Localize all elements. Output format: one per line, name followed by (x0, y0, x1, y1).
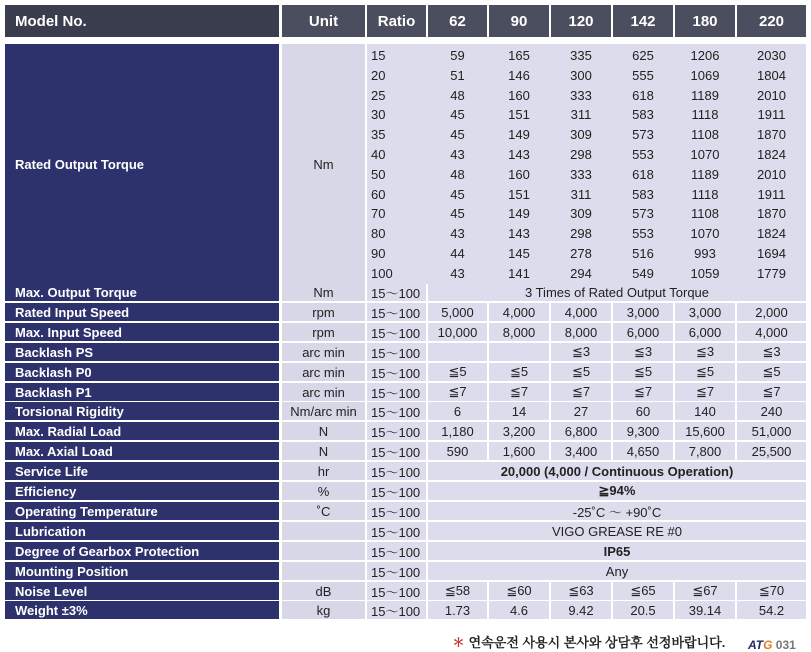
torque-value: 309 (570, 206, 592, 221)
spec-value: 10,000 (428, 323, 487, 341)
torque-value: 311 (570, 107, 592, 122)
torque-value: 146 (508, 68, 530, 83)
spec-value: ≦67 (675, 582, 735, 600)
torque-value: 553 (632, 226, 654, 241)
spec-label: Max. Axial Load (5, 442, 279, 460)
spec-value: 51,000 (737, 422, 806, 440)
asterisk-icon: ✽ (452, 635, 466, 650)
spec-unit: kg (282, 601, 365, 619)
unit-header: Unit (282, 5, 365, 37)
spec-value: 9.42 (551, 601, 611, 619)
spec-value: 3,200 (489, 422, 549, 440)
spec-value: ≦7 (489, 383, 549, 401)
footnote-text: 연속운전 사용시 본사와 상담후 선정바랍니다. (468, 635, 726, 650)
spec-value: 6,800 (551, 422, 611, 440)
spec-ratio: 15～100 (367, 422, 426, 440)
spec-value: ≦5 (613, 363, 673, 381)
torque-value: 1911 (757, 187, 786, 202)
spec-value: 39.14 (675, 601, 735, 619)
torque-value: 618 (632, 167, 654, 182)
footnote (452, 632, 725, 651)
torque-value: 573 (632, 206, 654, 221)
spec-unit: dB (282, 582, 365, 600)
torque-value: 2030 (757, 48, 786, 63)
torque-value: 1804 (757, 68, 786, 83)
ratio-cell: 100 (371, 266, 393, 281)
spec-ratio: 15～100 (367, 482, 426, 500)
spec-label: Backlash P0 (5, 363, 279, 381)
spec-label: Backlash PS (5, 343, 279, 361)
spec-ratio: 15～100 (367, 383, 426, 401)
spec-label: Max. Radial Load (5, 422, 279, 440)
logo-at: AT (748, 638, 764, 652)
spec-unit (282, 542, 365, 560)
torque-value: 1069 (690, 68, 720, 83)
torque-value: 294 (570, 266, 592, 281)
spec-value: 6,000 (613, 323, 673, 341)
torque-value: 555 (632, 68, 654, 83)
torque-value: 160 (508, 167, 530, 182)
torque-value: 311 (570, 187, 592, 202)
torque-value: 45 (450, 107, 465, 122)
ratio-cell: 40 (371, 147, 386, 162)
torque-value: 1911 (757, 107, 786, 122)
spec-label: Efficiency (5, 482, 279, 500)
spec-value: 590 (428, 442, 487, 460)
torque-value: 1870 (757, 127, 786, 142)
spec-ratio: 15～100 (367, 442, 426, 460)
ratio-cell: 25 (371, 88, 386, 103)
torque-value: 1824 (757, 226, 786, 241)
spec-span-value: 20,000 (4,000 / Continuous Operation) (428, 462, 806, 480)
spec-value: ≦60 (489, 582, 549, 600)
spec-value: ≦5 (551, 363, 611, 381)
torque-value: 1118 (691, 107, 719, 122)
torque-value: 141 (508, 266, 530, 281)
torque-value: 333 (570, 88, 592, 103)
spec-value: 4,650 (613, 442, 673, 460)
torque-value: 145 (508, 246, 530, 261)
model-header: 120 (551, 5, 611, 37)
torque-value: 48 (450, 88, 465, 103)
spec-value: 54.2 (737, 601, 806, 619)
ratio-cell: 80 (371, 226, 386, 241)
logo-g: G (763, 638, 773, 652)
torque-value: 335 (570, 48, 592, 63)
torque-value: 151 (508, 187, 530, 202)
spec-label: Max. Output Torque (5, 283, 279, 301)
torque-value: 278 (570, 246, 592, 261)
spec-label: Rated Input Speed (5, 303, 279, 321)
spec-ratio: 15～100 (367, 582, 426, 600)
spec-span-value: -25˚C ～ +90˚C (428, 502, 806, 520)
spec-value: 27 (551, 402, 611, 420)
spec-value: 15,600 (675, 422, 735, 440)
spec-value: 1,180 (428, 422, 487, 440)
torque-value: 333 (570, 167, 592, 182)
spec-value: 9,300 (613, 422, 673, 440)
spec-value: 8,000 (551, 323, 611, 341)
spec-unit: rpm (282, 303, 365, 321)
torque-value: 45 (450, 127, 465, 142)
spec-unit: rpm (282, 323, 365, 341)
spec-value: 6,000 (675, 323, 735, 341)
spec-value: 3,000 (613, 303, 673, 321)
spec-value: ≦7 (428, 383, 487, 401)
torque-value: 1070 (690, 226, 720, 241)
spec-value: ≦5 (489, 363, 549, 381)
ratio-cell: 60 (371, 187, 386, 202)
torque-value: 300 (570, 68, 592, 83)
spec-ratio: 15～100 (367, 542, 426, 560)
spec-value: 4,000 (551, 303, 611, 321)
spec-value: 8,000 (489, 323, 549, 341)
spec-label: Weight ±3% (5, 601, 279, 619)
spec-ratio: 15～100 (367, 283, 426, 301)
spec-value: ≦7 (675, 383, 735, 401)
spec-value: ≦3 (551, 343, 611, 361)
spec-value: 7,800 (675, 442, 735, 460)
torque-value: 165 (508, 48, 530, 63)
spec-ratio: 15～100 (367, 562, 426, 580)
spec-label: Max. Input Speed (5, 323, 279, 341)
torque-value: 43 (450, 147, 465, 162)
spec-value: 240 (737, 402, 806, 420)
torque-value: 993 (694, 246, 716, 261)
ratio-cell: 30 (371, 107, 386, 122)
spec-label: Degree of Gearbox Protection (5, 542, 279, 560)
torque-value: 1070 (690, 147, 720, 162)
torque-value: 51 (450, 68, 465, 83)
ratio-cell: 70 (371, 206, 386, 221)
ratio-cell: 50 (371, 167, 386, 182)
spec-ratio: 15～100 (367, 522, 426, 540)
torque-value: 151 (508, 107, 530, 122)
torque-value: 1118 (691, 187, 719, 202)
rated-torque-label: Rated Output Torque (5, 44, 279, 284)
spec-unit: hr (282, 462, 365, 480)
spec-value (489, 343, 549, 361)
spec-value: 3,000 (675, 303, 735, 321)
torque-value: 2010 (757, 167, 786, 182)
spec-unit: ˚C (282, 502, 365, 520)
spec-span-value: IP65 (428, 542, 806, 560)
spec-value: 4.6 (489, 601, 549, 619)
spec-label: Service Life (5, 462, 279, 480)
spec-ratio: 15～100 (367, 502, 426, 520)
spec-label: Operating Temperature (5, 502, 279, 520)
spec-value: ≦65 (613, 582, 673, 600)
spec-span-value: ≧94% (428, 482, 806, 500)
torque-value: 149 (508, 206, 530, 221)
spec-ratio: 15～100 (367, 363, 426, 381)
torque-value: 1824 (757, 147, 786, 162)
torque-value: 43 (450, 226, 465, 241)
spec-value: 25,500 (737, 442, 806, 460)
torque-value: 1206 (690, 48, 720, 63)
spec-unit: Nm/arc min (282, 402, 365, 420)
spec-value: 140 (675, 402, 735, 420)
spec-span-value: 3 Times of Rated Output Torque (428, 283, 806, 301)
torque-value: 45 (450, 187, 465, 202)
spec-value: ≦58 (428, 582, 487, 600)
spec-ratio: 15～100 (367, 402, 426, 420)
spec-value: 14 (489, 402, 549, 420)
spec-unit: N (282, 442, 365, 460)
spec-ratio: 15～100 (367, 343, 426, 361)
spec-value: 60 (613, 402, 673, 420)
rated-torque-unit: Nm (282, 44, 365, 284)
ratio-header: Ratio (367, 5, 426, 37)
torque-value: 553 (632, 147, 654, 162)
torque-value: 1870 (757, 206, 786, 221)
spec-value: ≦70 (737, 582, 806, 600)
torque-value: 309 (570, 127, 592, 142)
spec-value: ≦3 (675, 343, 735, 361)
spec-unit: N (282, 422, 365, 440)
spec-unit: arc min (282, 383, 365, 401)
spec-ratio: 15～100 (367, 303, 426, 321)
spec-ratio: 15～100 (367, 462, 426, 480)
spec-value: ≦5 (737, 363, 806, 381)
torque-value: 45 (450, 206, 465, 221)
spec-value: 1,600 (489, 442, 549, 460)
spec-value: ≦3 (613, 343, 673, 361)
spec-label: Lubrication (5, 522, 279, 540)
torque-value: 160 (508, 88, 530, 103)
torque-value: 1779 (757, 266, 786, 281)
torque-value: 583 (632, 107, 654, 122)
spec-value: 20.5 (613, 601, 673, 619)
ratio-cell: 20 (371, 68, 386, 83)
spec-ratio: 15～100 (367, 323, 426, 341)
torque-value: 59 (450, 48, 465, 63)
torque-value: 44 (450, 246, 465, 261)
torque-value: 298 (570, 147, 592, 162)
spec-value: 3,400 (551, 442, 611, 460)
spec-value: 4,000 (489, 303, 549, 321)
model-header: 62 (428, 5, 487, 37)
torque-value: 573 (632, 127, 654, 142)
torque-value: 2010 (757, 88, 786, 103)
ratio-cell: 15 (371, 48, 386, 63)
torque-value: 549 (632, 266, 654, 281)
spec-unit: arc min (282, 343, 365, 361)
torque-value: 143 (508, 226, 530, 241)
spec-unit: % (282, 482, 365, 500)
torque-value: 1189 (691, 88, 719, 103)
torque-value: 149 (508, 127, 530, 142)
spec-label: Backlash P1 (5, 383, 279, 401)
spec-value: ≦3 (737, 343, 806, 361)
page-number: 031 (775, 638, 796, 652)
spec-value: ≦7 (613, 383, 673, 401)
torque-value: 625 (632, 48, 654, 63)
torque-value: 618 (632, 88, 654, 103)
torque-value: 1694 (757, 246, 786, 261)
model-no-header: Model No. (5, 5, 279, 37)
spec-unit (282, 522, 365, 540)
model-header: 90 (489, 5, 549, 37)
torque-value: 298 (570, 226, 592, 241)
spec-label: Mounting Position (5, 562, 279, 580)
spec-label: Torsional Rigidity (5, 402, 279, 420)
spec-value: 5,000 (428, 303, 487, 321)
torque-value: 583 (632, 187, 654, 202)
spec-value: 4,000 (737, 323, 806, 341)
spec-value: ≦7 (551, 383, 611, 401)
model-header: 180 (675, 5, 735, 37)
spec-value: ≦7 (737, 383, 806, 401)
spec-value: 6 (428, 402, 487, 420)
model-header: 142 (613, 5, 673, 37)
ratio-cell: 35 (371, 127, 386, 142)
spec-unit (282, 562, 365, 580)
model-header: 220 (737, 5, 806, 37)
spec-value: 2,000 (737, 303, 806, 321)
spec-value: 1.73 (428, 601, 487, 619)
torque-value: 1108 (691, 206, 719, 221)
spec-value (428, 343, 487, 361)
spec-value: ≦5 (675, 363, 735, 381)
spec-label: Noise Level (5, 582, 279, 600)
brand-logo (748, 638, 796, 652)
torque-value: 1189 (691, 167, 719, 182)
spec-unit: Nm (282, 283, 365, 301)
spec-ratio: 15～100 (367, 601, 426, 619)
torque-value: 516 (632, 246, 654, 261)
spec-span-value: VIGO GREASE RE #0 (428, 522, 806, 540)
torque-value: 43 (450, 266, 465, 281)
torque-value: 48 (450, 167, 465, 182)
spec-unit: arc min (282, 363, 365, 381)
torque-value: 1108 (691, 127, 719, 142)
torque-value: 143 (508, 147, 530, 162)
ratio-cell: 90 (371, 246, 386, 261)
torque-value: 1059 (690, 266, 720, 281)
spec-value: ≦63 (551, 582, 611, 600)
spec-span-value: Any (428, 562, 806, 580)
spec-value: ≦5 (428, 363, 487, 381)
